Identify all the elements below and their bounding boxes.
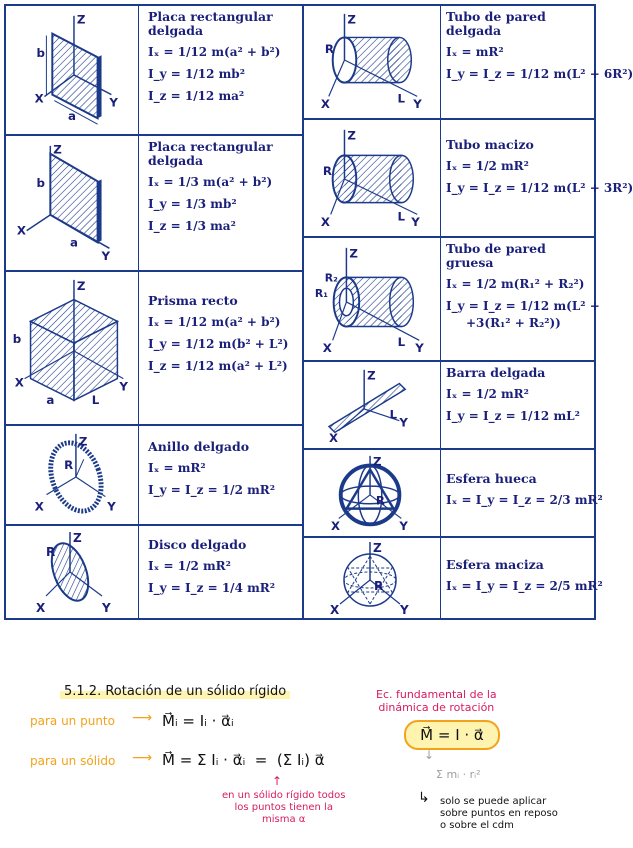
dim-r-label: R [46, 545, 56, 559]
figure-solid-cylinder [304, 120, 441, 236]
figure-solid-sphere [304, 538, 441, 618]
axis-y-label: Y [107, 499, 116, 514]
formula-iy-iz: I_y = I_z = 1/2 mR² [148, 483, 276, 497]
point-formula: M⃗ᵢ = Iᵢ · α⃗ᵢ [162, 712, 234, 730]
shape-name: Tubo macizo [446, 137, 534, 152]
axis-y-label: Y [411, 215, 420, 230]
formula-iz: I_z = 1/3 ma² [148, 219, 236, 233]
shape-name: Placa rectangular delgada [148, 139, 273, 168]
table-left-column [6, 6, 304, 618]
axis-z-label: Z [53, 142, 62, 157]
formula-iy: I_y = 1/12 m(b² + L²) [148, 337, 289, 351]
axis-z-label: Z [73, 531, 82, 545]
axis-y-label: Y [109, 95, 118, 110]
cell-thin-plate-centre [6, 6, 302, 136]
axis-x-label: X [14, 375, 24, 390]
formula-iy-iz: I_y = I_z = 1/12 m(L² + [446, 299, 600, 313]
axis-z-label: Z [78, 434, 88, 449]
dim-r-label: R [375, 493, 385, 508]
dim-l-label: L [389, 407, 398, 422]
dim-l-label: L [91, 393, 100, 408]
shape-name: Esfera maciza [446, 557, 544, 572]
cell-thin-ring [6, 426, 302, 526]
formula-iz: I_z = 1/12 m(a² + L²) [148, 359, 288, 373]
axis-y-label: Y [399, 519, 408, 534]
shape-name: Tubo de pared gruesa [446, 241, 546, 270]
axis-z-label: Z [367, 368, 376, 383]
shape-name: Prisma recto [148, 293, 238, 308]
solid-label: para un sólido [30, 754, 116, 768]
formula-ixyz: Iₓ = I_y = I_z = 2/5 mR² [446, 579, 603, 593]
cell-thin-rod [304, 362, 594, 450]
axis-x-label: X [330, 519, 341, 534]
axis-y-label: Y [400, 603, 409, 617]
formula-ix: Iₓ = 1/12 m(a² + b²) [148, 45, 281, 59]
dim-r-label: R [324, 42, 334, 57]
axis-z-label: Z [349, 246, 358, 261]
formula-ix: Iₓ = 1/3 m(a² + b²) [148, 175, 273, 189]
formula-iy-iz: I_y = I_z = 1/12 m(L² + 3R²) [446, 181, 633, 195]
formula-ix: Iₓ = 1/2 mR² [446, 159, 529, 173]
axis-x-label: X [36, 601, 46, 615]
dim-r-label: R [374, 579, 384, 593]
dim-a-label: a [46, 393, 55, 408]
formula-iy-iz: I_y = I_z = 1/4 mR² [148, 581, 276, 595]
shape-name: Esfera hueca [446, 471, 537, 486]
solid-formula: M⃗ = Σ Iᵢ · α⃗ᵢ = (Σ Iᵢ) α⃗ [162, 751, 325, 769]
axis-z-label: Z [76, 278, 86, 293]
axis-y-label: Y [102, 601, 111, 615]
section-title: 5.1.2. Rotación de un sólido rígido [60, 684, 290, 699]
formula-iy: I_y = 1/12 mb² [148, 67, 245, 81]
formula-ix: Iₓ = mR² [446, 45, 504, 59]
cell-thin-plate-edge [6, 136, 302, 272]
formula-iy: I_y = 1/3 mb² [148, 197, 237, 211]
formula-iz: I_z = 1/12 ma² [148, 89, 245, 103]
axis-z-label: Z [347, 128, 356, 143]
figure-hollow-sphere [304, 450, 441, 536]
cell-solid-sphere [304, 538, 603, 618]
fundamental-title: Ec. fundamental de la dinámica de rotación [376, 688, 497, 714]
axis-y-label: Y [101, 249, 111, 264]
axis-y-label: Y [413, 97, 422, 112]
cell-thick-walled-tube [304, 238, 600, 362]
formula-ix: Iₓ = mR² [148, 461, 206, 475]
formula-ix: Iₓ = 1/12 m(a² + b²) [148, 315, 281, 329]
axis-x-label: X [16, 223, 26, 238]
figure-thin-plate-centre [6, 6, 139, 134]
figure-thin-plate-edge [6, 136, 139, 270]
axis-x-label: X [330, 603, 340, 617]
inertia-table [4, 4, 633, 620]
point-label: para un punto [30, 714, 115, 728]
solid-arrow-icon: ⟶ [132, 750, 153, 766]
formula-iy-iz: I_y = I_z = 1/12 m(L² + 6R²) [446, 67, 633, 81]
formula-ixyz: Iₓ = I_y = I_z = 2/3 mR² [446, 493, 603, 507]
shape-name: Disco delgado [148, 537, 247, 552]
figure-rectangular-prism [6, 272, 139, 424]
shape-name: Anillo delgado [148, 439, 250, 454]
dim-a-label: a [68, 109, 77, 124]
formula-ix: Iₓ = 1/2 m(R₁² + R₂²) [446, 277, 585, 291]
dim-b-label: b [36, 176, 45, 191]
axis-x-label: X [34, 91, 44, 106]
cell-solid-cylinder [304, 120, 633, 238]
dim-b-label: b [12, 332, 22, 347]
dim-a-label: a [70, 235, 79, 250]
cell-hollow-sphere [304, 450, 603, 538]
axis-x-label: X [34, 499, 44, 514]
axis-y-label: Y [415, 341, 424, 356]
axis-y-label: Y [399, 415, 408, 430]
cell-rectangular-prism [6, 272, 302, 426]
figure-thin-walled-tube [304, 6, 441, 118]
curved-arrow-icon: ↳ [418, 790, 430, 806]
axis-x-label: X [322, 341, 332, 356]
table-right-column [304, 6, 633, 618]
formula-ix: Iₓ = 1/2 mR² [446, 387, 529, 401]
shape-name: Placa rectangular delgada [148, 9, 273, 38]
cell-thin-walled-tube [304, 6, 633, 120]
formula-iy-iz-cont: +3(R₁² + R₂²)) [466, 316, 561, 330]
dim-r2-label: R₂ [324, 271, 338, 285]
sum-note: Σ mᵢ · rᵢ² [436, 768, 481, 781]
axis-z-label: Z [76, 12, 86, 27]
pink-note: en un sólido rígido todos los puntos tienen la misma α [222, 790, 346, 825]
apply-note: solo se puede aplicar sobre puntos en reposo o sobre el cdm [440, 796, 558, 831]
point-arrow-icon: ⟶ [132, 710, 153, 726]
dim-b-label: b [36, 46, 46, 61]
down-arrow-icon: ↓ [424, 748, 435, 762]
axis-y-label: Y [119, 379, 128, 394]
axis-x-label: X [320, 215, 330, 230]
axis-x-label: X [320, 97, 330, 112]
formula-iy-iz: I_y = I_z = 1/12 mL² [446, 409, 580, 423]
figure-thin-ring [6, 426, 139, 524]
axis-z-label: Z [373, 541, 382, 555]
dim-r-label: R [322, 164, 332, 179]
dim-l-label: L [397, 91, 406, 106]
cell-thin-disk [6, 526, 302, 618]
fundamental-formula: M⃗ = I · α⃗ [404, 720, 500, 750]
figure-thin-rod [304, 362, 441, 448]
dim-l-label: L [397, 209, 406, 224]
up-arrow-icon: ↑ [272, 774, 283, 788]
shape-name: Barra delgada [446, 365, 546, 380]
axis-z-label: Z [347, 12, 356, 27]
axis-z-label: Z [372, 454, 382, 469]
axis-x-label: X [329, 431, 339, 446]
figure-thin-disk [6, 526, 139, 618]
dim-r1-label: R₁ [314, 287, 328, 301]
figure-thick-walled-tube [304, 238, 441, 360]
shape-name: Tubo de pared delgada [446, 9, 546, 38]
dim-l-label: L [397, 335, 406, 350]
formula-ix: Iₓ = 1/2 mR² [148, 559, 231, 573]
dim-r-label: R [64, 458, 74, 473]
